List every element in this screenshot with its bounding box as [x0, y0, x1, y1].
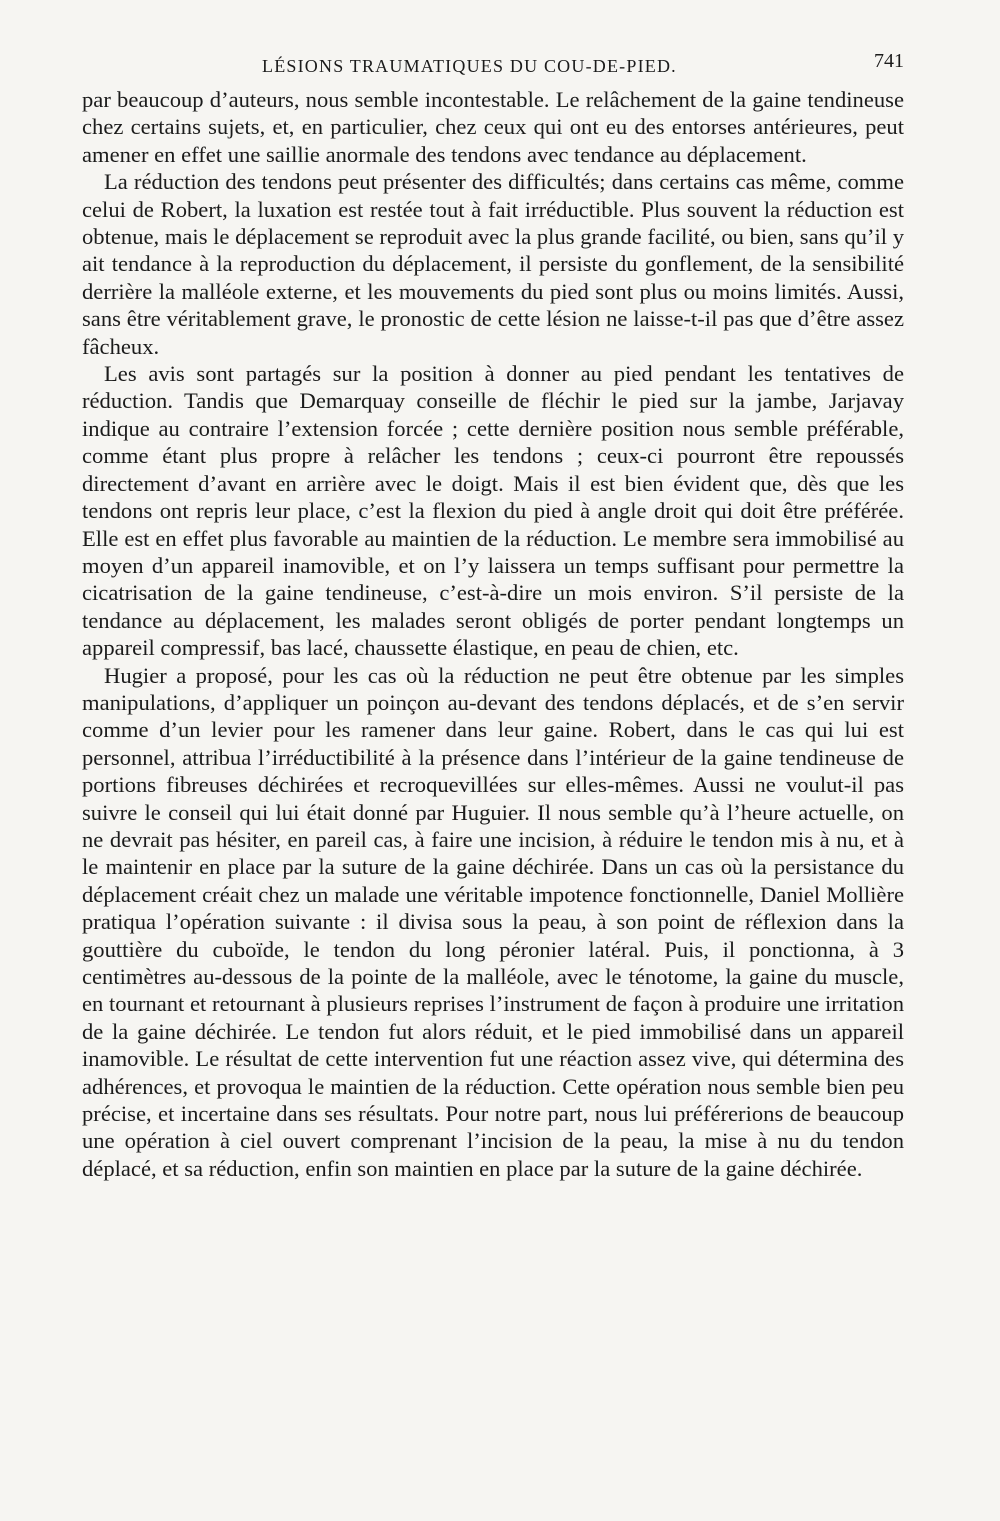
running-title: LÉSIONS TRAUMATIQUES DU COU-DE-PIED. [262, 56, 677, 76]
paragraph-foot-position: Les avis sont partagés sur la position à donner au pied pendant les tentatives de réduction. Tandis que Demarquay conseille de fléchir le pied sur la jambe, Jarjavay indique au contraire l’extension forcée ; cette dernière position nous semble préférable, comme étant plus propre à relâcher les tendons ; ceux-ci pourront être repoussés directement d’avant en arrière avec le doigt. Mais il est bien évident que, dès que les tendons ont repris leur place, c’est la flexion du pied à angle droit qui doit être préférée. Elle est en effet plus favorable au maintien de la réduction. Le membre sera immobilisé au moyen d’un appareil inamovible, et on l’y laissera un temps suffisant pour permettre la cicatrisation de la gaine tendineuse, c’est-à-dire un mois environ. S’il persiste de la tendance au déplacement, les malades seront obligés de porter pendant longtemps un appareil compressif, bas lacé, chaussette élastique, en peau de chien, etc. [82, 361, 904, 661]
paragraph-continuation: par beaucoup d’auteurs, nous semble incontestable. Le relâchement de la gaine tendineuse chez certains sujets, et, en particulier, chez ceux qui ont eu des entorses antérieures, peut amener en effet une saillie anormale des tendons avec tendance au déplacement. [82, 87, 904, 167]
body-text [82, 86, 904, 1182]
paragraph-reduction-difficulties: La réduction des tendons peut présenter des difficultés; dans certains cas même, comme celui de Robert, la luxation est restée tout à fait irréductible. Plus souvent la réduction est obtenue, mais le déplacement se reproduit avec la plus grande facilité, ou bien, sans qu’il y ait tendance à la reproduction du déplacement, il persiste du gonflement, de la sensibilité derrière la malléole externe, et les mouvements du pied sont plus ou moins limités. Aussi, sans être véritablement grave, le pronostic de cette lésion ne laisse-t-il pas que d’être assez fâcheux. [82, 169, 904, 359]
paragraph-surgical-options: Hugier a proposé, pour les cas où la réduction ne peut être obtenue par les simples manipulations, d’appliquer un poinçon au-devant des tendons déplacés, et de s’en servir comme d’un levier pour les ramener dans leur gaine. Robert, dans le cas qui lui est personnel, attribua l’irréductibilité à la présence dans l’intérieur de la gaine tendineuse de portions fibreuses déchirées et recroquevillées sur elles-mêmes. Aussi ne voulut-il pas suivre le conseil qui lui était donné par Huguier. Il nous semble qu’à l’heure actuelle, on ne devrait pas hésiter, en pareil cas, à faire une incision, à réduire le tendon mis à nu, et à le maintenir en place par la suture de la gaine déchirée. Dans un cas où la persistance du déplacement créait chez un malade une véritable impotence fonctionnelle, Daniel Mollière pratiqua l’opération suivante : il divisa sous la peau, à son point de réflexion dans la gouttière du cuboïde, le tendon du long péronier latéral. Puis, il ponctionna, à 3 centimètres au-dessous de la pointe de la malléole, avec le ténotome, la gaine du muscle, en tournant et retournant à plusieurs reprises l’instrument de façon à produire une irritation de la gaine déchirée. Le tendon fut alors réduit, et le pied immobilisé dans un appareil inamovible. Le résultat de cette intervention fut une réaction assez vive, qui détermina des adhérences, et provoqua le maintien de la réduction. Cette opération nous semble bien peu précise, et incertaine dans ses résultats. Pour notre part, nous lui préférerions de beaucoup une opération à ciel ouvert comprenant l’incision de la peau, la mise à nu du tendon déplacé, et sa réduction, enfin son maintien en place par la suture de la gaine déchirée. [82, 662, 904, 1181]
page-number: 741 [874, 50, 904, 72]
running-head [82, 50, 904, 80]
